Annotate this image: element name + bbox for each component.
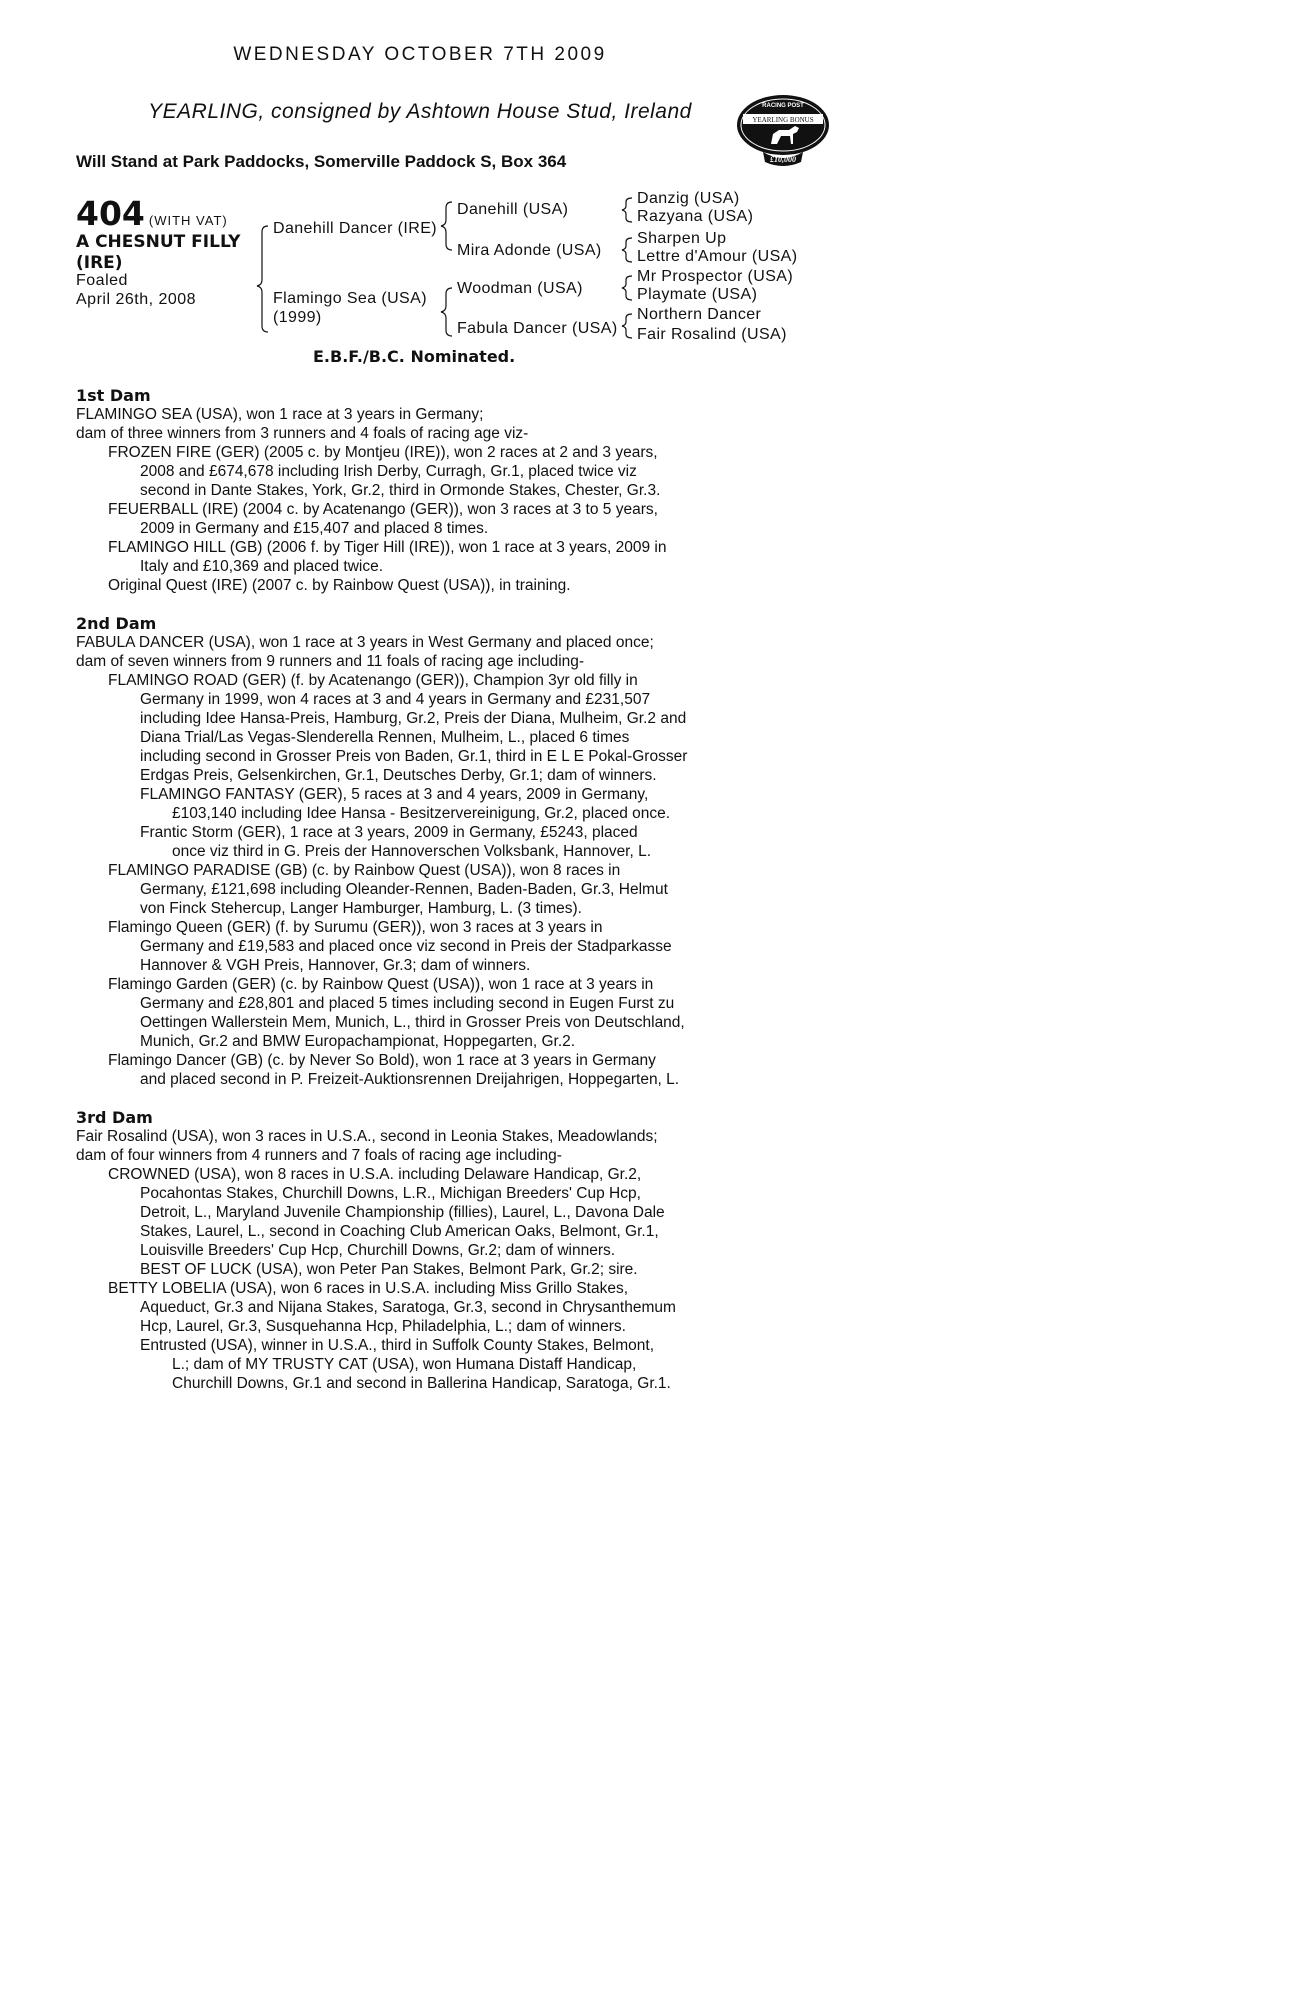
second-dam-line: £103,140 including Idee Hansa - Besitzervereinigung, Gr.2, placed once. xyxy=(172,805,671,822)
sale-date: WEDNESDAY OCTOBER 7TH 2009 xyxy=(233,44,607,65)
foaled-label: Foaled xyxy=(76,272,128,289)
second-dam-line: dam of seven winners from 9 runners and 11 foals of racing age including- xyxy=(76,653,585,670)
pedigree-g8: Fair Rosalind (USA) xyxy=(637,326,787,343)
second-dam-line: Flamingo Queen (GER) (f. by Surumu (GER)), won 3 races at 3 years in xyxy=(108,919,603,936)
pedigree-dam-dam: Fabula Dancer (USA) xyxy=(457,320,618,337)
first-dam-section xyxy=(76,386,766,595)
second-dam-line: von Finck Stehercup, Langer Hamburger, Hamburg, L. (3 times). xyxy=(140,900,582,917)
third-dam-heading: 3rd Dam xyxy=(76,1108,153,1127)
third-dam-line: Aqueduct, Gr.3 and Nijana Stakes, Saratoga, Gr.3, second in Chrysanthemum xyxy=(140,1299,676,1316)
first-dam-heading: 1st Dam xyxy=(76,386,151,405)
first-dam-line: second in Dante Stakes, York, Gr.2, third in Ormonde Stakes, Chester, Gr.3. xyxy=(140,482,661,499)
second-dam-line: Frantic Storm (GER), 1 race at 3 years, 2009 in Germany, £5243, placed xyxy=(140,824,638,841)
second-dam-line: Germany and £28,801 and placed 5 times including second in Eugen Furst zu xyxy=(140,995,675,1012)
second-dam-line: FLAMINGO PARADISE (GB) (c. by Rainbow Quest (USA)), won 8 races in xyxy=(108,862,621,879)
badge-middle-text: YEARLING BONUS xyxy=(752,116,814,124)
pedigree-g2: Razyana (USA) xyxy=(637,208,754,225)
pedigree-g4: Lettre d'Amour (USA) xyxy=(637,248,798,265)
third-dam-line: BETTY LOBELIA (USA), won 6 races in U.S.A. including Miss Grillo Stakes, xyxy=(108,1280,629,1297)
pedigree-g3: Sharpen Up xyxy=(637,230,727,247)
third-dam-line: Entrusted (USA), winner in U.S.A., third in Suffolk County Stakes, Belmont, xyxy=(140,1337,655,1354)
third-dam-line: L.; dam of MY TRUSTY CAT (USA), won Humana Distaff Handicap, xyxy=(172,1356,637,1373)
foaled-date: April 26th, 2008 xyxy=(76,291,197,308)
badge-amount: £10,000 xyxy=(770,155,796,164)
third-dam-line: Churchill Downs, Gr.1 and second in Ballerina Handicap, Saratoga, Gr.1. xyxy=(172,1375,671,1392)
yearling-bonus-badge xyxy=(733,92,833,170)
third-dam-line: Louisville Breeders' Cup Hcp, Churchill Downs, Gr.2; dam of winners. xyxy=(140,1242,616,1259)
second-dam-line: Germany in 1999, won 4 races at 3 and 4 years in Germany and £231,507 xyxy=(140,691,651,708)
lot-description-line1: A CHESNUT FILLY xyxy=(76,232,241,252)
third-dam-line: dam of four winners from 4 runners and 7 foals of racing age including- xyxy=(76,1147,562,1164)
pedigree-sire-dam: Mira Adonde (USA) xyxy=(457,242,602,259)
second-dam-line: Erdgas Preis, Gelsenkirchen, Gr.1, Deutsches Derby, Gr.1; dam of winners. xyxy=(140,767,657,784)
second-dam-line: Germany, £121,698 including Oleander-Rennen, Baden-Baden, Gr.3, Helmut xyxy=(140,881,668,898)
first-dam-line: FLAMINGO HILL (GB) (2006 f. by Tiger Hill (IRE)), won 1 race at 3 years, 2009 in xyxy=(108,539,667,556)
third-dam-line: Detroit, L., Maryland Juvenile Championship (fillies), Laurel, L., Davona Dale xyxy=(140,1204,665,1221)
first-dam-line: Italy and £10,369 and placed twice. xyxy=(140,558,384,575)
pedigree-g6: Playmate (USA) xyxy=(637,286,758,303)
third-dam-line: Hcp, Laurel, Gr.3, Susquehanna Hcp, Philadelphia, L.; dam of winners. xyxy=(140,1318,626,1335)
pedigree-dam-year: (1999) xyxy=(273,309,322,326)
second-dam-line: Munich, Gr.2 and BMW Europachampionat, Hoppegarten, Gr.2. xyxy=(140,1033,576,1050)
third-dam-line: Pocahontas Stakes, Churchill Downs, L.R., Michigan Breeders' Cup Hcp, xyxy=(140,1185,641,1202)
pedigree-dam-sire: Woodman (USA) xyxy=(457,280,583,297)
first-dam-line: 2008 and £674,678 including Irish Derby, Curragh, Gr.1, placed twice viz xyxy=(140,463,637,480)
second-dam-line: Flamingo Dancer (GB) (c. by Never So Bold), won 1 race at 3 years in Germany xyxy=(108,1052,656,1069)
lot-number: 404 xyxy=(76,194,145,233)
pedigree-sire: Danehill Dancer (IRE) xyxy=(273,220,438,237)
second-dam-heading: 2nd Dam xyxy=(76,614,157,633)
second-dam-line: Diana Trial/Las Vegas-Slenderella Rennen, Mulheim, L., placed 6 times xyxy=(140,729,630,746)
second-dam-line: FABULA DANCER (USA), won 1 race at 3 years in West Germany and placed once; xyxy=(76,634,654,651)
second-dam-line: Flamingo Garden (GER) (c. by Rainbow Quest (USA)), won 1 race at 3 years in xyxy=(108,976,654,993)
first-dam-line: 2009 in Germany and £15,407 and placed 8 times. xyxy=(140,520,489,537)
pedigree-dam: Flamingo Sea (USA) xyxy=(273,290,427,307)
second-dam-line: FLAMINGO FANTASY (GER), 5 races at 3 and 4 years, 2009 in Germany, xyxy=(140,786,649,803)
second-dam-line: including second in Grosser Preis von Baden, Gr.1, third in E L E Pokal-Grosser xyxy=(140,748,688,765)
second-dam-line: Hannover & VGH Preis, Hannover, Gr.3; dam of winners. xyxy=(140,957,531,974)
second-dam-line: including Idee Hansa-Preis, Hamburg, Gr.2, Preis der Diana, Mulheim, Gr.2 and xyxy=(140,710,687,727)
second-dam-line: once viz third in G. Preis der Hannoverschen Volksbank, Hannover, L. xyxy=(172,843,652,860)
first-dam-line: dam of three winners from 3 runners and 4 foals of racing age viz- xyxy=(76,425,529,442)
third-dam-line: Stakes, Laurel, L., second in Coaching Club American Oaks, Belmont, Gr.1, xyxy=(140,1223,659,1240)
third-dam-line: BEST OF LUCK (USA), won Peter Pan Stakes, Belmont Park, Gr.2; sire. xyxy=(140,1261,638,1278)
pedigree-tree xyxy=(0,190,840,370)
pedigree-g5: Mr Prospector (USA) xyxy=(637,268,794,285)
pedigree-sire-sire: Danehill (USA) xyxy=(457,201,569,218)
third-dam-line: Fair Rosalind (USA), won 3 races in U.S.A., second in Leonia Stakes, Meadowlands; xyxy=(76,1128,658,1145)
second-dam-section xyxy=(76,614,766,1089)
third-dam-line: CROWNED (USA), won 8 races in U.S.A. including Delaware Handicap, Gr.2, xyxy=(108,1166,642,1183)
consignment-line: YEARLING, consigned by Ashtown House Stud, Ireland xyxy=(148,100,692,123)
badge-top-text: RACING POST xyxy=(762,103,804,109)
first-dam-line: FROZEN FIRE (GER) (2005 c. by Montjeu (IRE)), won 2 races at 2 and 3 years, xyxy=(108,444,658,461)
lot-description-line2: (IRE) xyxy=(76,253,123,273)
second-dam-line: Oettingen Wallerstein Mem, Munich, L., third in Grosser Preis von Deutschland, xyxy=(140,1014,685,1031)
pedigree-g1: Danzig (USA) xyxy=(637,190,740,207)
second-dam-line: Germany and £19,583 and placed once viz second in Preis der Stadparkasse xyxy=(140,938,672,955)
pedigree-g7: Northern Dancer xyxy=(637,306,762,323)
second-dam-line: and placed second in P. Freizeit-Auktionsrennen Dreijahrigen, Hoppegarten, L. xyxy=(140,1071,680,1088)
vat-label: (WITH VAT) xyxy=(148,213,228,228)
stand-location: Will Stand at Park Paddocks, Somerville Paddock S, Box 364 xyxy=(76,152,567,171)
second-dam-line: FLAMINGO ROAD (GER) (f. by Acatenango (GER)), Champion 3yr old filly in xyxy=(108,672,638,689)
first-dam-line: FEUERBALL (IRE) (2004 c. by Acatenango (GER)), won 3 races at 3 to 5 years, xyxy=(108,501,658,518)
nomination-note: E.B.F./B.C. Nominated. xyxy=(313,347,516,366)
first-dam-line: FLAMINGO SEA (USA), won 1 race at 3 years in Germany; xyxy=(76,406,484,423)
third-dam-section xyxy=(76,1108,766,1393)
first-dam-line: Original Quest (IRE) (2007 c. by Rainbow Quest (USA)), in training. xyxy=(108,577,571,594)
